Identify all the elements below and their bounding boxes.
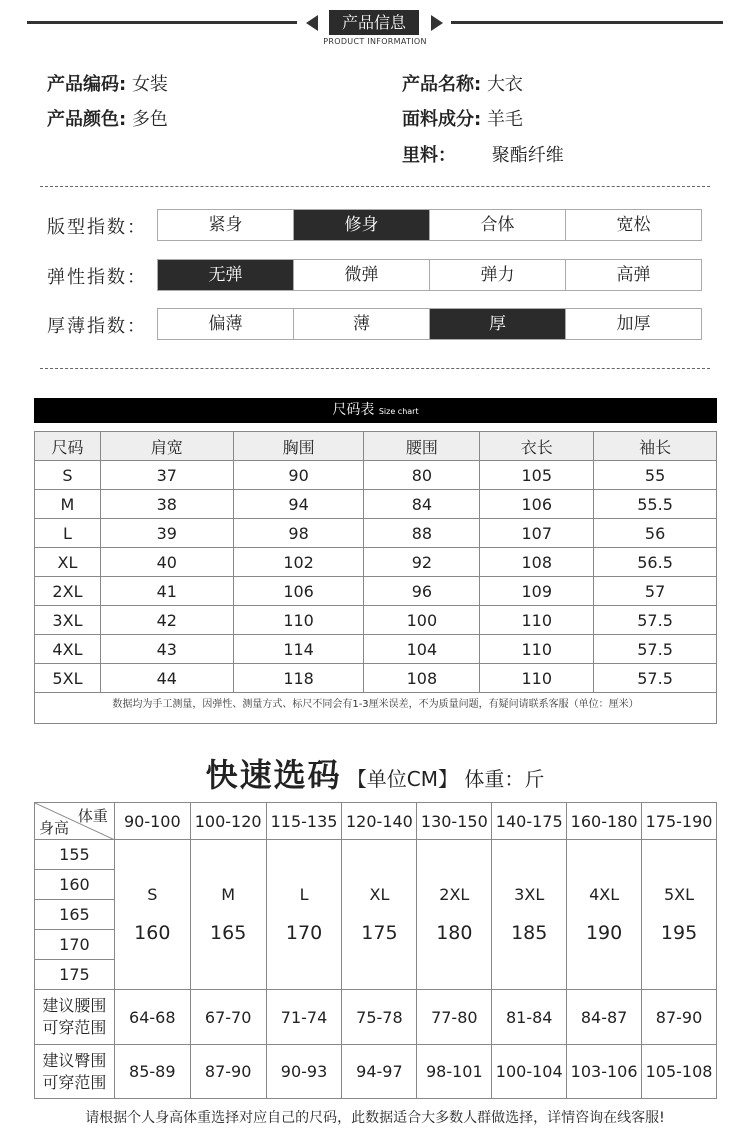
size-cell: [642, 840, 717, 990]
size-chart-value-cell: 106: [233, 577, 364, 606]
size-chart-value-cell: 106: [480, 490, 594, 519]
size-chart-size-cell: L: [35, 519, 101, 548]
size-chart-row: [35, 635, 717, 664]
waist-cell: 81-84: [492, 990, 567, 1045]
size-chart-value-cell: 108: [480, 548, 594, 577]
index-option: 合体: [430, 210, 566, 240]
waist-cell: 84-87: [567, 990, 642, 1045]
height-cell: 155: [35, 840, 115, 870]
size-cell: [567, 840, 642, 990]
index-thickness-label: 厚薄指数：: [47, 316, 147, 337]
weight-header: 130-150: [417, 803, 492, 840]
size-chart-value-cell: 96: [364, 577, 480, 606]
size-chart-value-cell: 90: [233, 461, 364, 490]
header-line-left: [27, 21, 297, 24]
size-label: S: [147, 885, 158, 904]
size-weight: 165: [210, 922, 247, 944]
size-label: XL: [369, 885, 390, 904]
weight-header: 115-135: [266, 803, 342, 840]
size-chart-value-cell: 94: [233, 490, 364, 519]
index-option: 偏薄: [158, 309, 294, 339]
size-chart-header: 尺码: [35, 432, 101, 461]
size-chart-body: [35, 461, 717, 693]
size-chart-table: [34, 431, 717, 693]
index-option-selected: 厚: [430, 309, 566, 339]
index-fit-label: 版型指数：: [47, 217, 147, 238]
waist-cell: 67-70: [190, 990, 266, 1045]
header-subtitle: PRODUCT INFORMATION: [323, 37, 427, 46]
size-chart-row: [35, 577, 717, 606]
product-name: [402, 70, 523, 96]
product-code-value: 女装: [131, 74, 168, 95]
size-chart-value-cell: 57.5: [594, 606, 717, 635]
hip-row: [35, 1045, 717, 1099]
product-name-value: 大衣: [486, 74, 523, 95]
index-option: 宽松: [616, 215, 651, 235]
quick-select-heading: 快速选码: [205, 756, 342, 794]
weight-header: 90-100: [114, 803, 190, 840]
size-chart-value-cell: 41: [100, 577, 233, 606]
hip-cell: 90-93: [266, 1045, 342, 1099]
waist-row: [35, 990, 717, 1045]
size-chart-value-cell: 44: [100, 664, 233, 693]
size-chart-size-cell: 3XL: [35, 606, 101, 635]
size-chart-value-cell: 37: [100, 461, 233, 490]
quick-select-title: [0, 750, 750, 796]
height-cell: 170: [35, 930, 115, 960]
weight-header: 160-180: [567, 803, 642, 840]
divider-2: [40, 368, 710, 369]
size-label: L: [299, 885, 309, 904]
index-elasticity-label: 弹性指数：: [47, 267, 147, 288]
quick-select-table: [34, 802, 717, 1099]
index-option: 微弹: [294, 260, 430, 290]
index-option-selected: 修身: [294, 210, 430, 240]
size-chart-header-row: [35, 432, 717, 461]
size-chart-value-cell: 55.5: [594, 490, 717, 519]
size-chart-value-cell: 57.5: [594, 664, 717, 693]
product-fabric: [402, 105, 523, 131]
index-option: 高弹: [616, 265, 651, 285]
index-option: 加厚: [616, 314, 651, 334]
size-chart-size-cell: XL: [35, 548, 101, 577]
product-color-value: 多色: [131, 109, 168, 130]
size-chart-value-cell: 107: [480, 519, 594, 548]
hip-cell: 100-104: [492, 1045, 567, 1099]
size-label: M: [221, 885, 236, 904]
size-weight: 170: [285, 922, 323, 944]
product-lining: [402, 141, 564, 167]
size-cell: [114, 840, 190, 990]
index-option: 紧身: [158, 210, 294, 240]
header-line-right: [451, 21, 723, 24]
size-chart-value-cell: 102: [233, 548, 364, 577]
height-cell: 160: [35, 870, 115, 900]
waist-cell: 64-68: [114, 990, 190, 1045]
size-chart-value-cell: 109: [480, 577, 594, 606]
size-chart-value-cell: 56.5: [594, 548, 717, 577]
size-weight: 175: [361, 922, 398, 944]
size-label: 3XL: [514, 885, 545, 904]
size-chart-title-bar: [34, 398, 717, 423]
size-chart-value-cell: 80: [364, 461, 480, 490]
size-chart-value-cell: 39: [100, 519, 233, 548]
header-title: 产品信息: [329, 10, 419, 35]
size-chart-row: [35, 490, 717, 519]
hip-cell: 87-90: [190, 1045, 266, 1099]
size-cell: [342, 840, 417, 990]
size-chart-header: 胸围: [233, 432, 364, 461]
size-chart-size-cell: M: [35, 490, 101, 519]
size-chart-value-cell: 108: [364, 664, 480, 693]
size-chart-value-cell: 84: [364, 490, 480, 519]
footer-note: 请根据个人身高体重选择对应自己的尺码，此数据适合大多数人群做选择，详情咨询在线客服!: [85, 1110, 665, 1126]
corner-weight-label: 体重: [77, 807, 108, 825]
size-label: 5XL: [663, 885, 695, 904]
size-cell: [492, 840, 567, 990]
size-weight: 160: [134, 922, 171, 944]
product-color-label: 产品颜色:: [47, 109, 127, 130]
waist-label: [35, 990, 115, 1045]
hip-cell: 94-97: [342, 1045, 417, 1099]
hip-cell: 98-101: [417, 1045, 492, 1099]
weight-header: 175-190: [642, 803, 717, 840]
size-chart-value-cell: 118: [233, 664, 364, 693]
size-chart-value-cell: 114: [233, 635, 364, 664]
height-cell: 165: [35, 900, 115, 930]
product-color: [47, 105, 168, 131]
size-label: 2XL: [439, 885, 470, 904]
product-code-label: 产品编码:: [47, 74, 127, 95]
product-lining-value: 聚酯纤维: [491, 145, 564, 166]
divider-1: [40, 186, 710, 187]
size-chart-value-cell: 92: [364, 548, 480, 577]
index-option: 弹力: [430, 260, 566, 290]
waist-cell: 75-78: [342, 990, 417, 1045]
size-chart-value-cell: 88: [364, 519, 480, 548]
size-chart-row: [35, 606, 717, 635]
size-chart-row: [35, 461, 717, 490]
quick-select-unit: 【单位CM】 体重：斤: [346, 767, 545, 791]
size-chart-value-cell: 38: [100, 490, 233, 519]
size-chart-value-cell: 42: [100, 606, 233, 635]
index-option-selected: 无弹: [158, 260, 294, 290]
waist-cell: 77-80: [417, 990, 492, 1045]
size-chart-size-cell: 4XL: [35, 635, 101, 664]
size-chart-title-en: Size chart: [378, 407, 419, 416]
size-chart-header: 腰围: [364, 432, 480, 461]
weight-header: 100-120: [190, 803, 266, 840]
size-cell: [417, 840, 492, 990]
product-fabric-value: 羊毛: [486, 109, 523, 130]
index-option: 薄: [294, 309, 430, 339]
corner-height-label: 身高: [39, 819, 70, 837]
weight-header: 140-175: [492, 803, 567, 840]
hip-label-line-2: 可穿范围: [42, 1072, 107, 1092]
size-chart-value-cell: 56: [594, 519, 717, 548]
product-name-label: 产品名称:: [402, 74, 482, 95]
size-chart-value-cell: 57.5: [594, 635, 717, 664]
quick-select-weight-row: [35, 803, 717, 840]
size-chart-value-cell: 104: [364, 635, 480, 664]
product-code: [47, 70, 168, 96]
size-chart-row: [35, 548, 717, 577]
size-chart-value-cell: 110: [480, 606, 594, 635]
size-chart-size-cell: S: [35, 461, 101, 490]
size-cell: [190, 840, 266, 990]
size-weight: 190: [585, 922, 623, 944]
size-chart-size-cell: 2XL: [35, 577, 101, 606]
waist-cell: 87-90: [642, 990, 717, 1045]
size-weight: 185: [511, 922, 548, 944]
size-chart-value-cell: 98: [233, 519, 364, 548]
hip-label: [35, 1045, 115, 1099]
size-chart-value-cell: 110: [480, 664, 594, 693]
size-chart-value-cell: 57: [594, 577, 717, 606]
hip-cell: 103-106: [567, 1045, 642, 1099]
hip-label-line-1: 建议臀围: [42, 1050, 107, 1070]
size-chart-value-cell: 105: [480, 461, 594, 490]
index-thickness-options: [157, 308, 702, 340]
size-chart-value-cell: 55: [594, 461, 717, 490]
size-chart-value-cell: 100: [364, 606, 480, 635]
waist-label-line-2: 可穿范围: [42, 1018, 107, 1037]
waist-label-line-1: 建议腰围: [42, 996, 107, 1015]
height-row: [35, 840, 717, 870]
size-weight: 195: [660, 922, 698, 944]
size-label: 4XL: [589, 885, 620, 904]
size-weight: 180: [436, 922, 473, 944]
size-chart-title: 尺码表: [332, 402, 375, 418]
size-chart-value-cell: 110: [233, 606, 364, 635]
size-chart-size-cell: 5XL: [35, 664, 101, 693]
size-chart-note: 数据均为手工测量，因弹性、测量方式、标尺不同会有1-3厘米误差，不为质量问题，有疑问请联系客服（单位：厘米）: [34, 688, 717, 724]
height-cell: 175: [35, 960, 115, 990]
size-chart-header: 袖长: [594, 432, 717, 461]
index-fit-options: [157, 209, 702, 241]
quick-select-corner: [35, 803, 115, 840]
header-arrow-right: [431, 15, 443, 31]
size-cell: [266, 840, 342, 990]
size-chart-header: 衣长: [480, 432, 594, 461]
hip-cell: 105-108: [642, 1045, 717, 1099]
size-chart-value-cell: 110: [480, 635, 594, 664]
size-chart-value-cell: 40: [100, 548, 233, 577]
product-fabric-label: 面料成分:: [402, 109, 482, 130]
weight-header: 120-140: [342, 803, 417, 840]
size-chart-header: 肩宽: [100, 432, 233, 461]
size-chart-value-cell: 43: [100, 635, 233, 664]
index-elasticity-options: [157, 259, 702, 291]
product-lining-label: 里料：: [402, 145, 456, 166]
header-arrow-left: [306, 15, 318, 31]
waist-cell: 71-74: [266, 990, 342, 1045]
size-chart-row: [35, 519, 717, 548]
hip-cell: 85-89: [114, 1045, 190, 1099]
